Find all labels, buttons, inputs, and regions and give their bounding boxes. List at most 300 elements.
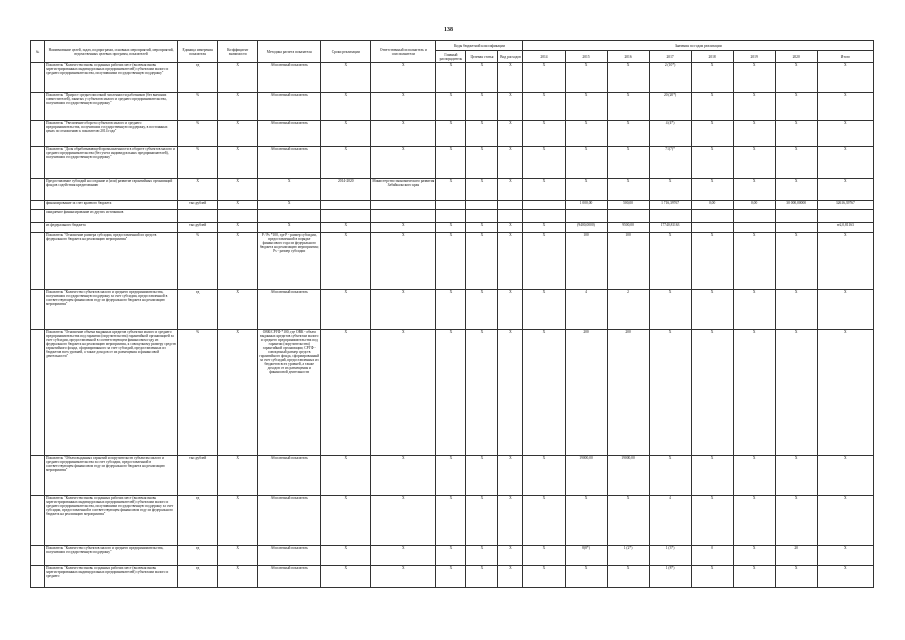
cell-unit: % (178, 330, 218, 456)
cell-year-value: Х (523, 223, 565, 233)
cell-gr: Х (436, 93, 466, 121)
cell-method: Абсолютный показатель (258, 496, 321, 546)
cell-year-value: Х (523, 496, 565, 546)
budget-codes-header: Коды бюджетной классификации (436, 41, 523, 51)
cell-num (31, 179, 45, 201)
cell-coef: Х (218, 566, 258, 588)
table-row (31, 456, 874, 496)
cell-cs: Х (466, 546, 498, 566)
cell-resp: Х (371, 223, 436, 233)
cell-term: Х (321, 233, 371, 290)
cell-cs (466, 201, 498, 210)
cell-total: Х (817, 147, 873, 179)
cell-year-value: 1 (2*) (607, 546, 649, 566)
cell-year-value: 0 (691, 546, 733, 566)
cell-year-value: Х (523, 147, 565, 179)
cell-coef: Х (218, 223, 258, 233)
cell-total: 32616,39767 (817, 201, 873, 210)
cell-vr (498, 210, 523, 223)
cell-unit: ед (178, 566, 218, 588)
cell-term: Х (321, 496, 371, 546)
cell-year-value: 4 (649, 496, 691, 546)
cell-year-value (565, 210, 607, 223)
cell-cs (466, 210, 498, 223)
cell-year-value: Х (523, 233, 565, 290)
col-year-header: 2018 (691, 51, 733, 63)
cell-year-value: 200 (607, 330, 649, 456)
cell-total: Х (817, 63, 873, 93)
cell-gr: Х (436, 63, 466, 93)
table-row (31, 330, 874, 456)
cell-total: Х (817, 566, 873, 588)
cell-year-value (649, 210, 691, 223)
cell-resp: Х (371, 566, 436, 588)
cell-total: Х (817, 93, 873, 121)
cell-total: Х (817, 330, 873, 456)
cell-year-value: 19000,00 (607, 456, 649, 496)
cell-term: Х (321, 147, 371, 179)
cell-year-value (523, 210, 565, 223)
cell-name: Показатель "Отношение объема выданных кредитов субъектам малого и среднего предпринимательства под гарантии (поручительства) гарантийной организацией за счет субсидии, предоставленной в соответствующем финансовом году из федерального бюджета на реализацию мероприятия, к совокупному размеру средств гарантийного фонда, сформированного за счет субсидий, предоставленных из бюджетов всех уровней, а также доходов от их размещения и финансовой деятельности" (45, 330, 178, 456)
cell-name: Предоставление субсидий на создание и (или) развитие гарантийных организаций фондов содействия кредитованию (45, 179, 178, 201)
cell-total: Х (817, 496, 873, 546)
cell-vr: Х (498, 496, 523, 546)
cell-num (31, 201, 45, 210)
cell-year-value: Х (523, 330, 565, 456)
col-total-header: Итого (817, 51, 873, 63)
cell-name: Показатель "Прирост среднесписочной численности работников (без внешних совместителей), занятых у субъектов малого и среднего предпринимательства, получивших государственную поддержку" (45, 93, 178, 121)
cell-year-value: Х (775, 496, 817, 546)
cell-year-value: 100 (607, 233, 649, 290)
cell-unit: % (178, 147, 218, 179)
cell-term: Х (321, 456, 371, 496)
col-name-header: Наименование целей, задач, подпрограмм, основных мероприятий, мероприятий, ведомственных целевых программ, показателей (45, 41, 178, 63)
cell-year-value: 1 (8*) (649, 566, 691, 588)
cell-year-value: Х (691, 233, 733, 290)
cell-year-value (523, 201, 565, 210)
cell-gr: Х (436, 496, 466, 546)
cell-year-value: 4 (4*) (649, 121, 691, 147)
cell-unit: тыс.рублей (178, 456, 218, 496)
cell-num (31, 496, 45, 546)
cell-year-value: Х (691, 496, 733, 546)
cell-cs: Х (466, 179, 498, 201)
cell-vr: Х (498, 456, 523, 496)
cell-year-value: Х (691, 93, 733, 121)
cell-name: из федерального бюджета (45, 223, 178, 233)
cell-year-value: Х (691, 63, 733, 93)
cell-coef: Х (218, 330, 258, 456)
cell-year-value: Х (523, 63, 565, 93)
cell-cs: Х (466, 496, 498, 546)
page-number: 138 (444, 27, 453, 33)
cell-year-value: Х (607, 147, 649, 179)
cell-num (31, 147, 45, 179)
cell-unit: Х (178, 179, 218, 201)
cell-coef (218, 210, 258, 223)
cell-unit (178, 210, 218, 223)
cell-total: re2,0,81163 (817, 223, 873, 233)
col-cs-header: Целевая статья (466, 51, 498, 63)
cell-term: Х (321, 566, 371, 588)
cell-term (321, 210, 371, 223)
cell-cs: Х (466, 566, 498, 588)
cell-year-value: Х (775, 566, 817, 588)
col-num-header: № (31, 41, 45, 63)
cell-year-value: Х (649, 290, 691, 330)
cell-num (31, 121, 45, 147)
col-responsible-header: Ответственный исполнитель и соисполнители (371, 41, 436, 63)
cell-unit: ед (178, 496, 218, 546)
table-body (31, 63, 874, 588)
cell-coef: Х (218, 456, 258, 496)
cell-coef: Х (218, 147, 258, 179)
cell-cs: Х (466, 63, 498, 93)
cell-year-value (733, 210, 775, 223)
cell-year-value: 500,00 (607, 201, 649, 210)
cell-name: Показатель "Количество субъектов малого и среднего предпринимательства, получивших государственную поддержку за счет субсидии, предоставленной в соответствующем финансовом году из федерального бюджета на реализацию мероприятия" (45, 290, 178, 330)
cell-coef: Х (218, 179, 258, 201)
cell-method: Абсолютный показатель (258, 566, 321, 588)
col-gr-header: Главный распорядитель (436, 51, 466, 63)
cell-cs: Х (466, 290, 498, 330)
cell-num (31, 290, 45, 330)
cell-vr: Х (498, 121, 523, 147)
cell-method: ОВК/СРГФ *100, где ОВК - объем выданных кредитов субъектам малого и среднего предпринимательства под гарантии (поручительства) гарантийной организации; СРГФ - совокупный размер средств гарантийного фонда, сформированный за счет субсидий, предоставленных из бюджетов всех уровней, а также доходов от их размещения и финансовой деятельности (258, 330, 321, 456)
cell-year-value: Х (565, 179, 607, 201)
col-unit-header: Единица измерения показателя (178, 41, 218, 63)
cell-year-value: 1 716,39767 (649, 201, 691, 210)
cell-method (258, 210, 321, 223)
cell-cs: Х (466, 233, 498, 290)
cell-year-value: 9500,00 (607, 223, 649, 233)
cell-year-value (775, 210, 817, 223)
cell-year-value: Х (523, 179, 565, 201)
cell-vr: Х (498, 233, 523, 290)
cell-year-value: Х (565, 496, 607, 546)
cell-year-value: Х (565, 566, 607, 588)
cell-unit: тыс.рублей (178, 223, 218, 233)
cell-num (31, 210, 45, 223)
cell-total: Х (817, 121, 873, 147)
cell-year-value: 2 (10*) (649, 63, 691, 93)
cell-method: Абсолютный показатель (258, 63, 321, 93)
cell-total: Х (817, 290, 873, 330)
cell-method: Х (258, 201, 321, 210)
cell-vr: Х (498, 566, 523, 588)
cell-name: Показатель "Количество вновь созданных рабочих мест (включая вновь зарегистрированных индивидуальных предпринимателей) субъектами малого и среднего предпринимательства, получившими государственную поддержку" (45, 63, 178, 93)
cell-year-value: Х (733, 456, 775, 496)
cell-unit: % (178, 233, 218, 290)
cell-year-value: Х (691, 147, 733, 179)
cell-vr: Х (498, 546, 523, 566)
cell-total (817, 210, 873, 223)
table-row (31, 179, 874, 201)
cell-coef: Х (218, 546, 258, 566)
cell-gr: Х (436, 179, 466, 201)
cell-method: P / Ps *100, где P - размер субсидии, предоставленной в порядке финансового года из федерального бюджета на реализацию мероприятия; Ps - размер субсидии (258, 233, 321, 290)
cell-term (321, 201, 371, 210)
cell-year-value: Х (733, 63, 775, 93)
cell-year-value: Х (775, 93, 817, 121)
cell-resp (371, 201, 436, 210)
cell-year-value: Х (733, 233, 775, 290)
cell-gr: Х (436, 147, 466, 179)
cell-total: Х (817, 179, 873, 201)
cell-gr: Х (436, 223, 466, 233)
cell-cs: Х (466, 93, 498, 121)
cell-year-value: Х (775, 233, 817, 290)
cell-year-value: 20 (20*) (649, 93, 691, 121)
cell-year-value: Х (607, 63, 649, 93)
cell-year-value: 8(8*) (565, 546, 607, 566)
cell-total: Х (817, 456, 873, 496)
cell-term: Х (321, 330, 371, 456)
cell-year-value: 0,00 (733, 201, 775, 210)
cell-year-value: Х (523, 121, 565, 147)
cell-coef: Х (218, 121, 258, 147)
col-year-header: 2014 (523, 51, 565, 63)
cell-method: Абсолютный показатель (258, 546, 321, 566)
cell-year-value: Х (733, 179, 775, 201)
cell-year-value: Х (775, 456, 817, 496)
table-row (31, 566, 874, 588)
cell-year-value: Х (565, 147, 607, 179)
cell-cs: Х (466, 147, 498, 179)
cell-vr: Х (498, 290, 523, 330)
cell-year-value: Х (691, 121, 733, 147)
cell-unit: ед (178, 290, 218, 330)
cell-coef: Х (218, 63, 258, 93)
cell-gr: Х (436, 330, 466, 456)
cell-total: Х (817, 233, 873, 290)
cell-gr: Х (436, 233, 466, 290)
col-year-header: 2015 (565, 51, 607, 63)
cell-year-value: Х (649, 456, 691, 496)
cell-year-value: 0,00 (691, 201, 733, 210)
cell-coef: Х (218, 290, 258, 330)
cell-method: Абсолютный показатель (258, 290, 321, 330)
cell-year-value: Х (733, 93, 775, 121)
cell-term: Х (321, 93, 371, 121)
cell-year-value: Х (691, 179, 733, 201)
col-method-header: Методика расчета показателя (258, 41, 321, 63)
cell-year-value: Х (775, 330, 817, 456)
cell-cs: Х (466, 223, 498, 233)
cell-year-value (733, 223, 775, 233)
table-row (31, 63, 874, 93)
cell-year-value: Х (523, 456, 565, 496)
cell-year-value: Х (607, 179, 649, 201)
cell-name: Показатель "Количество вновь созданных рабочих мест (включая вновь зарегистрированных индивидуальных предпринимателей) субъектами малого и среднего (45, 566, 178, 588)
cell-gr: Х (436, 456, 466, 496)
cell-vr: Х (498, 179, 523, 201)
cell-year-value: Х (523, 93, 565, 121)
cell-name: Показатель "Отношение размера субсидии, предоставленной из средств федерального бюджета на реализацию мероприятия" (45, 233, 178, 290)
cell-year-value: Х (565, 93, 607, 121)
cell-coef: Х (218, 233, 258, 290)
cell-year-value: Х (565, 63, 607, 93)
cell-num (31, 233, 45, 290)
cell-num (31, 63, 45, 93)
cell-method: Абсолютный показатель (258, 147, 321, 179)
cell-num (31, 330, 45, 456)
cell-name: Показатель "Увеличение оборота субъектов малого и среднего предпринимательства, получивших государственную поддержку, в постоянных ценах по отношению к показателю 2014 года" (45, 121, 178, 147)
cell-name: Показатель "Объем выданных гарантий и поручительств субъектам малого и среднего предпринимательства за счет субсидии, предоставленной в соответствующем финансовом году из федерального бюджета на реализацию мероприятия" (45, 456, 178, 496)
cell-year-value: 4 (565, 290, 607, 330)
cell-vr: Х (498, 93, 523, 121)
cell-year-value: Х (691, 566, 733, 588)
cell-year-value: 71(7)* (649, 147, 691, 179)
cell-coef: Х (218, 496, 258, 546)
cell-year-value: 17740,81163 (649, 223, 691, 233)
cell-term: Х (321, 63, 371, 93)
cell-year-value: Х (649, 179, 691, 201)
cell-year-value: Х (565, 121, 607, 147)
cell-gr: Х (436, 546, 466, 566)
cell-gr: Х (436, 566, 466, 588)
cell-year-value: Х (523, 546, 565, 566)
cell-gr (436, 210, 466, 223)
table-row (31, 290, 874, 330)
cell-resp: Х (371, 121, 436, 147)
cell-resp: Министерство экономического развития Забайкальского края (371, 179, 436, 201)
cell-method: Абсолютный показатель (258, 121, 321, 147)
cell-vr: Х (498, 63, 523, 93)
cell-year-value: Х (649, 330, 691, 456)
cell-total: Х (817, 546, 873, 566)
cell-year-value: 100 (565, 233, 607, 290)
cell-gr: Х (436, 290, 466, 330)
yearly-values-header: Значения по годам реализации (523, 41, 874, 51)
cell-name: Показатель "Количество вновь созданных рабочих мест (включая вновь зарегистрированных индивидуальных предпринимателей) субъектами малого и среднего предпринимательства, получившими государственную поддержку за счет субсидии, предоставленной в соответствующем финансовом году из федерального бюджета на реализацию мероприятия" (45, 496, 178, 546)
cell-num (31, 93, 45, 121)
cell-name: Показатель "Доля обрабатывающей промышленности в обороте субъектов малого и среднего предпринимательства (без учета индивидуальных предпринимателей), получивших государственную поддержку" (45, 147, 178, 179)
table-row (31, 546, 874, 566)
cell-term: Х (321, 121, 371, 147)
cell-cs: Х (466, 456, 498, 496)
cell-name: финансирование за счет краевого бюджета (45, 201, 178, 210)
cell-year-value: 2 (607, 290, 649, 330)
col-year-header: 2020 (775, 51, 817, 63)
cell-method: Х (258, 179, 321, 201)
cell-unit: % (178, 121, 218, 147)
cell-year-value: Х (691, 330, 733, 456)
cell-year-value: Х (733, 496, 775, 546)
cell-year-value: Х (733, 121, 775, 147)
cell-vr: Х (498, 223, 523, 233)
table-header (31, 41, 874, 63)
col-coef-header: Коэффициент значимости (218, 41, 258, 63)
cell-year-value (775, 223, 817, 233)
cell-num (31, 566, 45, 588)
table-row (31, 223, 874, 233)
table-row (31, 121, 874, 147)
cell-resp: Х (371, 456, 436, 496)
cell-year-value: 1 000,00 (565, 201, 607, 210)
table-row (31, 147, 874, 179)
cell-year-value: 30 000,00000 (775, 201, 817, 210)
program-indicators-table (30, 40, 874, 588)
cell-term: Х (321, 290, 371, 330)
cell-year-value: Х (691, 290, 733, 330)
table-row (31, 210, 874, 223)
cell-resp: Х (371, 63, 436, 93)
col-vr-header: Вид расходов (498, 51, 523, 63)
cell-cs: Х (466, 121, 498, 147)
cell-year-value: Х (775, 290, 817, 330)
cell-vr (498, 201, 523, 210)
cell-vr: Х (498, 330, 523, 456)
cell-year-value (691, 223, 733, 233)
table-row (31, 93, 874, 121)
cell-resp: Х (371, 496, 436, 546)
cell-year-value: Х (607, 121, 649, 147)
cell-year-value: Х (649, 233, 691, 290)
cell-year-value: (9400,0000) (565, 223, 607, 233)
cell-gr (436, 201, 466, 210)
cell-resp (371, 210, 436, 223)
cell-num (31, 546, 45, 566)
cell-term: Х (321, 223, 371, 233)
cell-resp: Х (371, 546, 436, 566)
cell-year-value (691, 210, 733, 223)
cell-name: ожидаемое финансирование из других источников (45, 210, 178, 223)
cell-vr: Х (498, 147, 523, 179)
cell-year-value: Х (775, 147, 817, 179)
col-term-header: Сроки реализации (321, 41, 371, 63)
cell-year-value: Х (607, 496, 649, 546)
cell-resp: Х (371, 147, 436, 179)
cell-coef: Х (218, 93, 258, 121)
cell-year-value: Х (733, 566, 775, 588)
cell-year-value (607, 210, 649, 223)
cell-method: Абсолютный показатель (258, 93, 321, 121)
col-year-header: 2019 (733, 51, 775, 63)
col-year-header: 2017 (649, 51, 691, 63)
cell-year-value: Х (733, 290, 775, 330)
cell-year-value: 200 (565, 330, 607, 456)
cell-year-value: Х (775, 63, 817, 93)
cell-unit: % (178, 93, 218, 121)
cell-resp: Х (371, 233, 436, 290)
cell-coef: Х (218, 201, 258, 210)
cell-term: 2014-2020 (321, 179, 371, 201)
cell-year-value: 19000,00 (565, 456, 607, 496)
cell-year-value: Х (775, 121, 817, 147)
cell-year-value: Х (733, 330, 775, 456)
cell-year-value: 20 (775, 546, 817, 566)
cell-name: Показатель "Количество субъектов малого и среднего предпринимательства, получивших государственную поддержку" (45, 546, 178, 566)
cell-resp: Х (371, 330, 436, 456)
cell-year-value: Х (733, 546, 775, 566)
cell-year-value: Х (775, 179, 817, 201)
cell-gr: Х (436, 121, 466, 147)
cell-resp: Х (371, 290, 436, 330)
cell-num (31, 456, 45, 496)
cell-unit: ед (178, 546, 218, 566)
cell-year-value: Х (523, 566, 565, 588)
cell-num (31, 223, 45, 233)
col-year-header: 2016 (607, 51, 649, 63)
cell-year-value: Х (523, 290, 565, 330)
cell-unit: ед (178, 63, 218, 93)
table-row (31, 496, 874, 546)
table-row (31, 201, 874, 210)
cell-year-value: Х (607, 566, 649, 588)
cell-year-value: Х (691, 456, 733, 496)
cell-method: Абсолютный показатель (258, 456, 321, 496)
